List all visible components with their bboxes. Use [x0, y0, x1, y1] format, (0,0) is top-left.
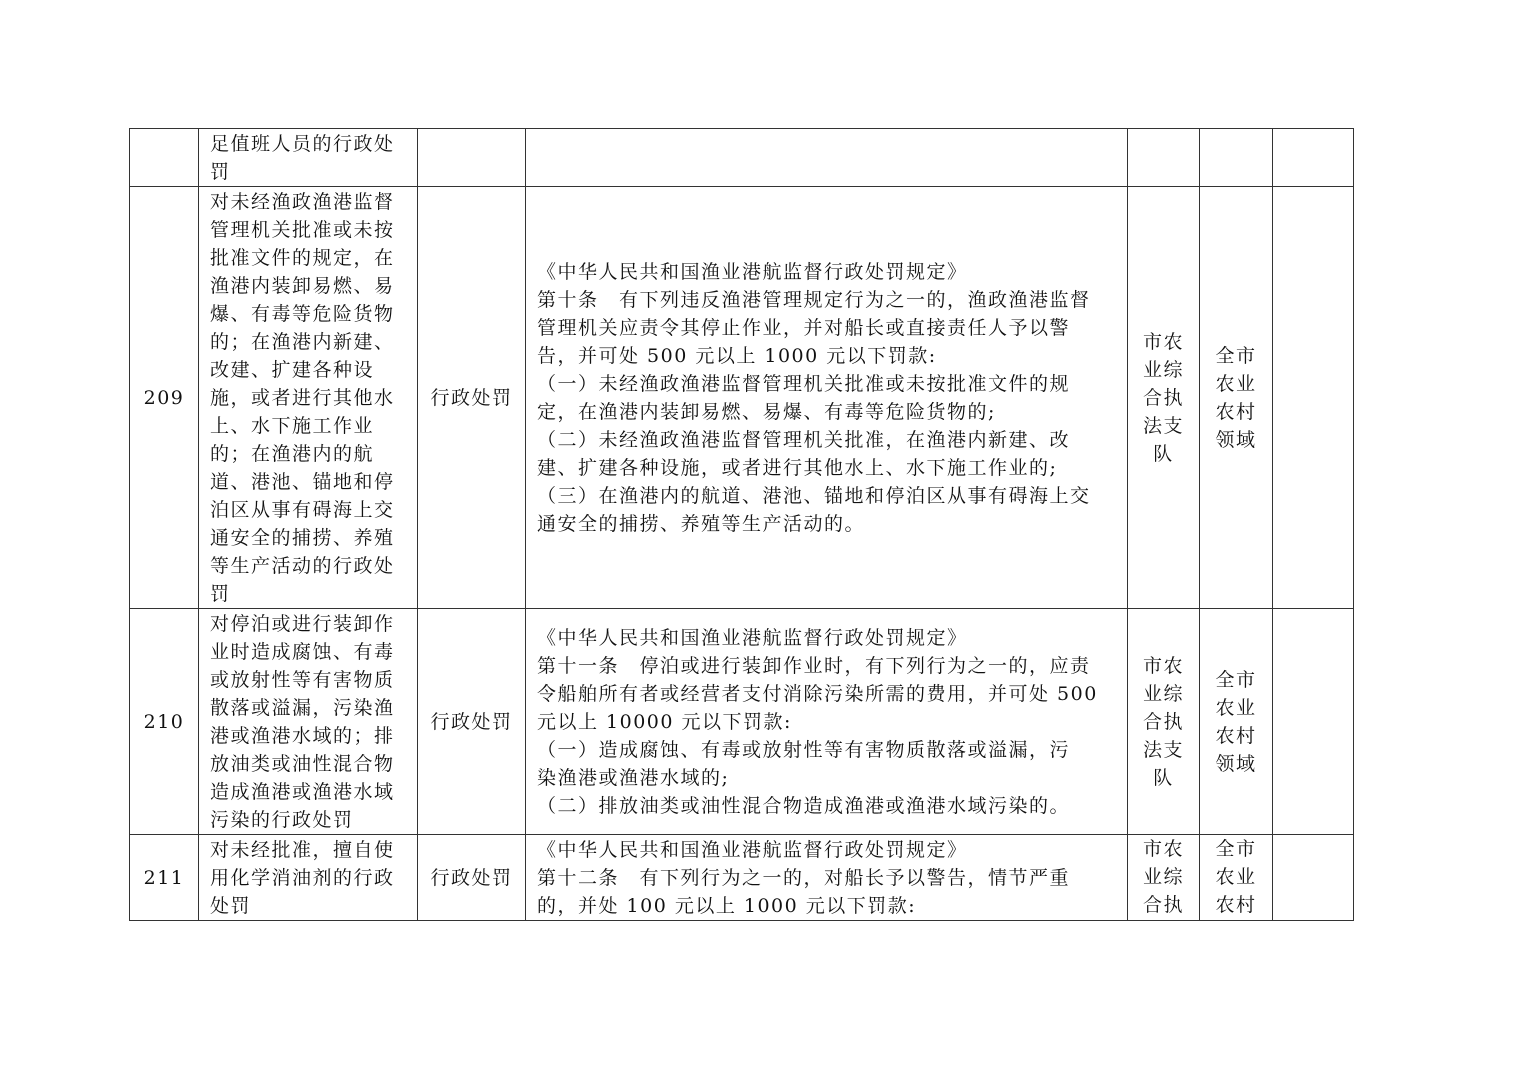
text-line: 第十一条 停泊或进行装卸作业时，有下列行为之一的，应责: [537, 654, 1091, 677]
text-line: 第十二条 有下列行为之一的，对船长予以警告，情节严重: [537, 866, 1071, 889]
text-line: 合执: [1142, 894, 1184, 916]
note-cell: [1273, 129, 1354, 187]
text-line: 散落或溢漏，污染渔: [210, 696, 395, 719]
text-line: 的；在渔港内新建、: [210, 330, 395, 353]
text-line: 罚: [210, 160, 231, 183]
text-line: 队: [1153, 766, 1174, 789]
penalty-type-cell: 行政处罚: [418, 835, 526, 921]
text-line: 等生产活动的行政处: [210, 554, 395, 577]
text-line: 全市: [1215, 668, 1257, 691]
text-line: 合执: [1142, 386, 1184, 409]
scope-cell: [1200, 187, 1273, 609]
text-line: 染渔港或渔港水域的;: [537, 766, 730, 789]
text-line: 对未经批准，擅自使: [210, 838, 395, 861]
text-line: 渔港内装卸易燃、易: [210, 274, 395, 297]
text-line: 通安全的捕捞、养殖等生产活动的。: [537, 512, 866, 535]
text-line: 法支: [1142, 738, 1184, 761]
item-name-cell: [199, 187, 418, 609]
text-line: 农业: [1215, 696, 1257, 719]
legal-basis-cell: [526, 609, 1128, 835]
text-line: 元以上 10000 元以下罚款:: [537, 710, 792, 733]
item-name-cell: [199, 129, 418, 187]
text-line: 改建、扩建各种设: [210, 358, 375, 381]
penalty-type-cell: 行政处罚: [418, 609, 526, 835]
table-row: [130, 129, 1354, 187]
note-cell: [1273, 609, 1354, 835]
text-line: 管理机关批准或未按: [210, 218, 395, 241]
text-line: 建、扩建各种设施，或者进行其他水上、水下施工作业的;: [537, 456, 1058, 479]
text-line: 队: [1153, 442, 1174, 465]
legal-basis-cell: [526, 835, 1128, 921]
text-line: 农村: [1215, 894, 1257, 916]
text-line: 业综: [1142, 866, 1184, 888]
text-line: 法支: [1142, 414, 1184, 437]
text-line: 农业: [1215, 372, 1257, 395]
text-line: 农村: [1215, 724, 1257, 747]
text-line: 的；在渔港内的航: [210, 442, 375, 465]
text-line: 领域: [1215, 752, 1257, 775]
text-line: 市农: [1142, 654, 1184, 677]
text-line: 业综: [1142, 358, 1184, 381]
text-line: 业时造成腐蚀、有毒: [210, 640, 395, 663]
text-line: 用化学消油剂的行政: [210, 866, 395, 889]
row-number-cell: 210: [130, 609, 199, 835]
text-line: 批准文件的规定，在: [210, 246, 395, 269]
enforcement-dept-cell: [1128, 609, 1200, 835]
enforcement-dept-cell: [1128, 129, 1200, 187]
text-line: 告，并可处 500 元以上 1000 元以下罚款:: [537, 344, 937, 367]
text-line: 上、水下施工作业: [210, 414, 375, 437]
text-line: 《中华人民共和国渔业港航监督行政处罚规定》: [537, 626, 968, 649]
table-row: [130, 187, 1354, 609]
text-line: 对未经渔政渔港监督: [210, 190, 395, 213]
text-line: 《中华人民共和国渔业港航监督行政处罚规定》: [537, 260, 968, 283]
scope-cell: [1200, 609, 1273, 835]
item-name-cell: [199, 609, 418, 835]
text-line: 全市: [1215, 344, 1257, 367]
text-line: 农业: [1215, 866, 1257, 888]
enforcement-dept-cell: [1128, 835, 1200, 921]
item-name-cell: [199, 835, 418, 921]
table-row: [130, 609, 1354, 835]
text-line: 领域: [1215, 428, 1257, 451]
text-line: （二）未经渔政渔港监督管理机关批准，在渔港内新建、改: [537, 428, 1071, 451]
note-cell: [1273, 835, 1354, 921]
text-line: 爆、有毒等危险货物: [210, 302, 395, 325]
text-line: 施，或者进行其他水: [210, 386, 395, 409]
text-line: 农村: [1215, 400, 1257, 423]
row-number-cell: 211: [130, 835, 199, 921]
enforcement-dept-cell: [1128, 187, 1200, 609]
text-line: 市农: [1142, 330, 1184, 353]
text-line: 全市: [1215, 838, 1257, 860]
legal-basis-cell: [526, 129, 1128, 187]
text-line: 管理机关应责令其停止作业，并对船长或直接责任人予以警: [537, 316, 1071, 339]
text-line: （二）排放油类或油性混合物造成渔港或渔港水域污染的。: [537, 794, 1071, 817]
text-line: （一）造成腐蚀、有毒或放射性等有害物质散落或溢漏，污: [537, 738, 1071, 761]
table-row: [130, 835, 1354, 921]
penalty-table: [129, 128, 1354, 921]
text-line: 《中华人民共和国渔业港航监督行政处罚规定》: [537, 838, 968, 861]
scope-cell: [1200, 129, 1273, 187]
text-line: 或放射性等有害物质: [210, 668, 395, 691]
text-line: 合执: [1142, 710, 1184, 733]
text-line: 第十条 有下列违反渔港管理规定行为之一的，渔政渔港监督: [537, 288, 1091, 311]
text-line: 放油类或油性混合物: [210, 752, 395, 775]
row-number-cell: 209: [130, 187, 199, 609]
text-line: （一）未经渔政渔港监督管理机关批准或未按批准文件的规: [537, 372, 1071, 395]
text-line: 市农: [1142, 838, 1184, 860]
text-line: 的，并处 100 元以上 1000 元以下罚款:: [537, 894, 917, 917]
text-line: 通安全的捕捞、养殖: [210, 526, 395, 549]
text-line: 造成渔港或渔港水域: [210, 780, 395, 803]
text-line: 令船舶所有者或经营者支付消除污染所需的费用，并可处 500: [537, 682, 1098, 705]
legal-basis-cell: [526, 187, 1128, 609]
penalty-type-cell: 行政处罚: [418, 187, 526, 609]
text-line: 足值班人员的行政处: [210, 132, 395, 155]
row-number-cell: [130, 129, 199, 187]
text-line: 罚: [210, 582, 231, 605]
penalty-type-cell: [418, 129, 526, 187]
scope-cell: [1200, 835, 1273, 921]
text-line: 泊区从事有碍海上交: [210, 498, 395, 521]
text-line: 港或渔港水域的；排: [210, 724, 395, 747]
text-line: 污染的行政处罚: [210, 808, 354, 831]
text-line: 对停泊或进行装卸作: [210, 612, 395, 635]
text-line: 业综: [1142, 682, 1184, 705]
text-line: 定，在渔港内装卸易燃、易爆、有毒等危险货物的;: [537, 400, 996, 423]
text-line: 处罚: [210, 894, 252, 917]
text-line: 道、港池、锚地和停: [210, 470, 395, 493]
text-line: （三）在渔港内的航道、港池、锚地和停泊区从事有碍海上交: [537, 484, 1091, 507]
note-cell: [1273, 187, 1354, 609]
